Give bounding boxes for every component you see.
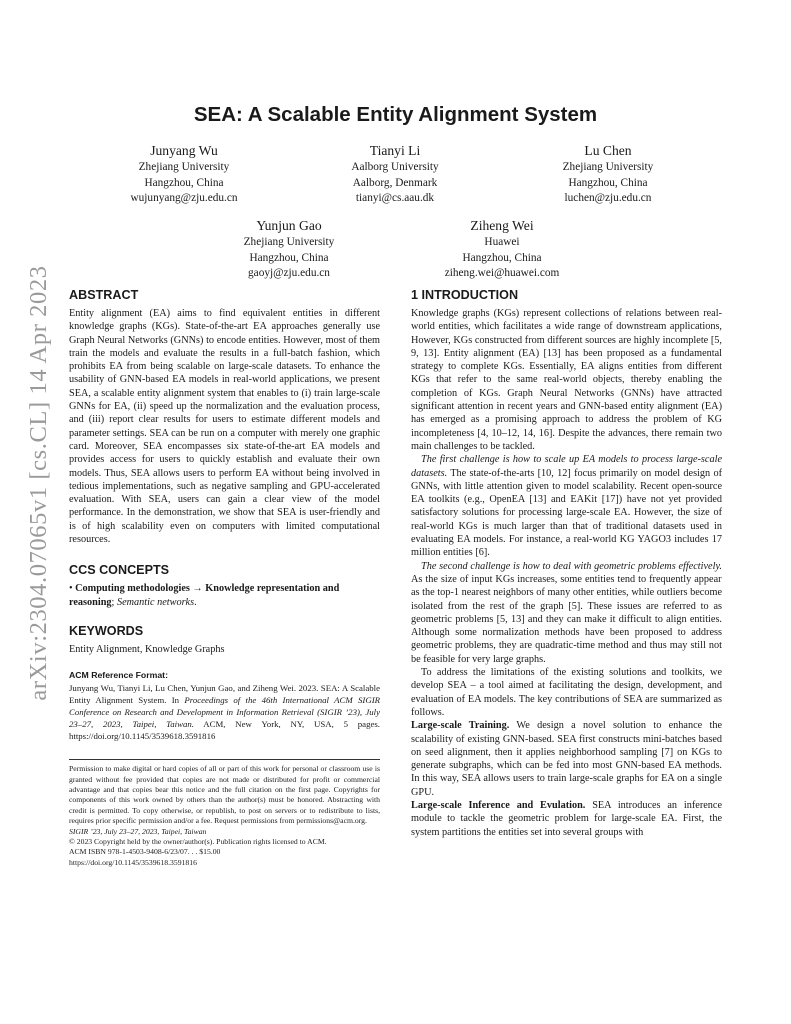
ccs-concept-secondary: Semantic networks [116,596,195,608]
ccs-separator: ; [111,596,117,608]
author-location: Hangzhou, China [249,251,329,264]
intro-paragraph: To address the limitations of the existing solutions and toolkits, we develop SEA – a tool aimed at facilitating the design, development, and evaluation of EA models. The key contributions of SEA are summarized as follows. [411,667,722,718]
author-name: Yunjun Gao [256,218,322,233]
challenge-two: The second challenge is how to deal with geometric problems effectively. [421,560,722,572]
keywords-text: Entity Alignment, Knowledge Graphs [69,643,225,655]
author-name: Ziheng Wei [470,218,534,233]
author-location: Aalborg, Denmark [352,176,438,189]
author-name: Tianyi Li [369,143,421,158]
contribution-paragraph [411,719,722,799]
ccs-concepts [69,582,380,609]
paper-title: SEA: A Scalable Entity Alignment System [193,103,598,126]
permission-doi: https://doi.org/10.1145/3539618.3591816 [69,857,197,867]
author-location: Hangzhou, China [462,251,542,264]
author-affiliation: Aalborg University [351,161,439,173]
intro-paragraph: Knowledge graphs (KGs) represent collections of relations between real-world entities, which facilitates a wide range of downstream applications, However, KGs constructed from different sources are highly incomplete [5, 9, 13]. Entity alignment (EA) [13] has been proposed as a fundamental strategy to complete KGs. Essentially, EA aligns entities from different KGs that refer to the same real-world objects, thereby enabling the completion of KGs. Graph Neural Networks (GNNs) have attracted significant attention in recent years and GNN-based entity alignment (EA) has emerged as a promising approach to address the problem of KG incompleteness [4, 10–12, 14, 16]. Despite the advances, there remain two main challenges to be tackled. [411,308,722,452]
author-block [194,217,384,282]
contribution-paragraph [411,799,722,839]
right-column [411,288,722,839]
author-email: gaoyj@zju.edu.cn [248,267,330,280]
author-location: Hangzhou, China [144,176,224,189]
author-email: ziheng.wei@huawei.com [444,267,560,280]
permission-notice: Permission to make digital or hard copies of all or part of this work for personal or classroom use is granted without fee provided that copies are not made or distributed for profit or commercial advantage and that copies bear this notice and the full citation on the first page. Copyrights for components of this work owned by others than the author(s) must be honored. Abstracting with credit is permitted. To copy otherwise, or republish, to post on servers or to redistribute to lists, requires prior specific permission and/or a fee. Request permissions from permissions@acm.org. [69,764,380,826]
author-email: wujunyang@zju.edu.cn [130,192,238,205]
arxiv-id: arXiv:2304.07065v1 [cs.CL] 14 Apr 2023 [25,265,52,701]
author-block [513,142,703,207]
acm-reference-part: ACM, New York, NY, USA, 5 pages. https://doi.org/10.1145/3539618.3591816 [69,719,380,742]
ccs-heading: CCS CONCEPTS [69,563,170,578]
acm-reference-heading: ACM Reference Format: [69,670,168,681]
footnote-rule [69,759,380,760]
abstract-heading: ABSTRACT [69,288,139,302]
arxiv-stamp [14,248,64,718]
contribution-title: Large-scale Inference and Evulation. [411,799,586,811]
author-location: Hangzhou, China [568,176,648,189]
author-name: Junyang Wu [150,143,218,158]
author-block [300,142,490,207]
intro-heading: 1 INTRODUCTION [411,288,519,302]
contribution-title: Large-scale Training. [411,720,510,732]
acm-reference-part: Junyang Wu, Tianyi Li, Lu Chen, Yunjun Gao, and Ziheng Wei. 2023. SEA: A Scalable Entity Alignment System. In [69,683,380,706]
ccs-bullet: • [69,583,76,595]
intro-text: The state-of-the-arts [10, 12] focus primarily on model design of GNNs, with little attention given to model scalability. Recent open-source EA toolkits (e.g., OpenEA [13] and EAKit [17]) have not yet provided satisfactory solutions for processing large-scale EA. However, the size of real-world KGs is much larger than that of traditional datasets used in evaluating EA models. For instance, a real-world KG YAGO3 includes 17 million entities [6]. [411,467,722,559]
author-email: luchen@zju.edu.cn [564,192,652,205]
left-column [69,288,380,868]
author-affiliation: Zhejiang University [562,161,654,173]
intro-text: We design a novel solution to enhance the scalability of existing GNN-based. SEA first constructs mini-batches based on seed alignment, then it applies neighborhood sampling [7] on KGs to generate subgraphs, which can be fed into most GNN-based EA methods. In this way, SEA allows users to train large-scale graphs for EA on a single GPU. [411,720,722,798]
acm-reference-proceedings: Proceedings of the 46th International ACM SIGIR Conference on Research and Development in Information Retrieval (SIGIR ’23), July 23–27, 2023, Taipei, Taiwan. [69,695,381,730]
acm-reference-text [69,682,380,742]
author-block [89,142,279,207]
intro-text: As the size of input KGs increases, some entities tend to frequently appear as the top-1 nearest neighbors of many other entities, while outliers become isolated from the rest of the graph [5]. These issues are referred to as geometric problems [5, 13] and they can make it difficult to align entities. Although some normalization methods have been proposed to address geometric problems, they are quadratic-time method and thus may still not be feasible for very large graphs. [411,573,722,665]
ccs-end: . [194,596,197,608]
permission-venue: SIGIR ’23, July 23–27, 2023, Taipei, Taiwan [69,826,207,836]
intro-paragraph [411,453,722,559]
permission-copyright: © 2023 Copyright held by the owner/author(s). Publication rights licensed to ACM. [69,837,327,847]
keywords-heading: KEYWORDS [69,623,144,638]
ccs-concept-primary: Computing methodologies → Knowledge representation and reasoning [69,583,340,608]
author-block [407,217,597,282]
challenge-one: The first challenge is how to scale up EA models to process large-scale datasets. [411,454,722,479]
abstract-text: Entity alignment (EA) aims to find equivalent entities in different knowledge graphs (KGs). State-of-the-art EA approaches generally use Graph Neural Networks (GNNs) to encode entities. However, most of them train the models and evaluate the results in a full-batch fashion, which prohibits EA from being scalable on large-scale datasets. To enhance the usability of GNN-based EA models in real-world applications, we present SEA, a scalable entity alignment system that enables to (i) train large-scale GNNs for EA, (ii) speed up the normalization and the evaluation process, and (iii) report clear results for users to estimate different models and parameter settings. SEA can be run on a computer with merely one graphic card. Moreover, SEA encompasses six state-of-the-art EA models and provides access for users to quickly establish and evaluate their own models. Thus, SEA allows users to perform EA without being involved in tedious implementations, such as negative sampling and GPU-accelerated evaluation. With SEA, users can gain a clear view of the model performance. In the demonstration, we show that SEA is user-friendly and is of high scalability even on computers with limited computational resources. [69,308,380,546]
author-affiliation: Zhejiang University [243,236,335,248]
intro-text: SEA introduces an inference module to tackle the geometric problem for large-scale EA. First, the system partitions the entities set into several groups with [411,799,722,838]
author-affiliation: Zhejiang University [138,161,230,173]
author-name: Lu Chen [584,143,632,158]
intro-paragraph [411,560,722,666]
author-affiliation: Huawei [484,236,520,248]
permission-isbn: ACM ISBN 978-1-4503-9408-6/23/07. . . $15.00 [69,847,221,857]
author-email: tianyi@cs.aau.dk [355,192,435,205]
